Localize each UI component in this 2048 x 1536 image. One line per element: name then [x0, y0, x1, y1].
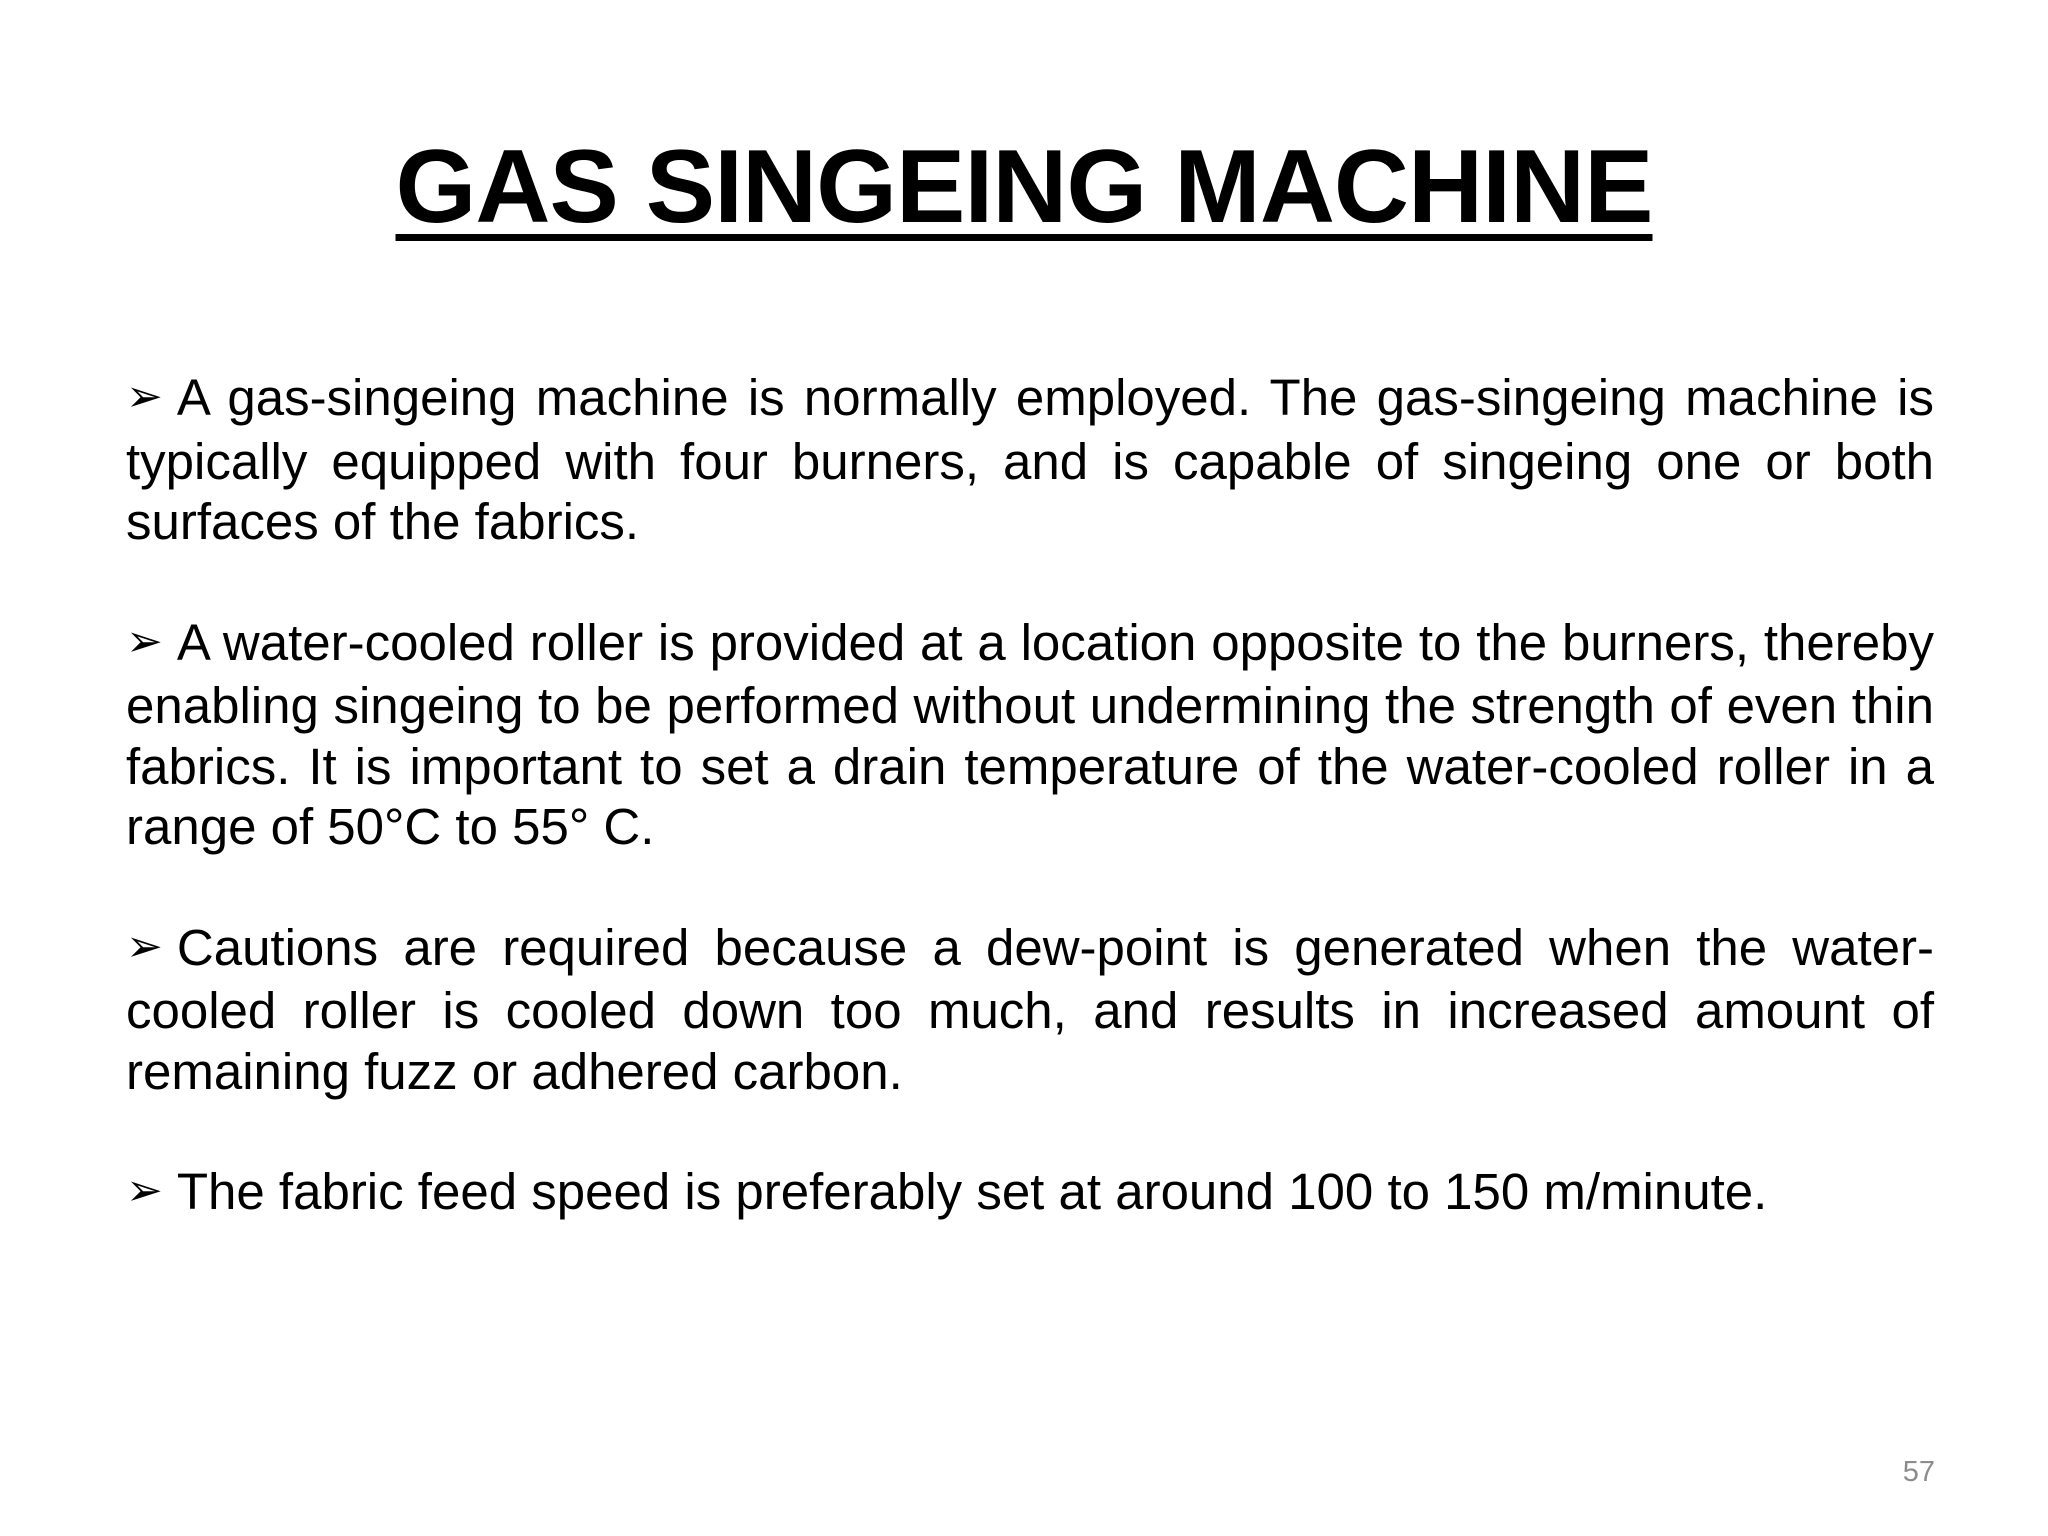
- bullet-list: [126, 368, 1934, 1286]
- arrow-bullet-icon: ➢: [126, 616, 163, 666]
- bullet-item: [126, 918, 1934, 1103]
- arrow-bullet-icon: ➢: [126, 1166, 163, 1215]
- bullet-item: [126, 368, 1934, 553]
- bullet-text: The fabric feed speed is preferably set at around 100 to 150 m/minute.: [176, 1163, 1768, 1220]
- arrow-bullet-icon: ➢: [126, 372, 163, 421]
- bullet-text: A gas-singeing machine is normally employed. The gas-singeing machine is typically equipped with four burners, and is capable of singeing one or both surfaces of the fabrics.: [126, 369, 1934, 550]
- arrow-bullet-icon: ➢: [126, 921, 163, 971]
- slide-title-text: GAS SINGEING MACHINE: [395, 129, 1653, 245]
- bullet-item: [126, 1162, 1934, 1226]
- slide-title: [0, 130, 2048, 244]
- page-number: 57: [1902, 1456, 1935, 1488]
- bullet-text: Cautions are required because a dew-point is generated when the water-cooled roller is cooled down too much, and results in increased amount of remaining fuzz or adhered carbon.: [126, 918, 1934, 1100]
- bullet-item: [126, 613, 1934, 858]
- bullet-text: A water-cooled roller is provided at a location opposite to the burners, thereby enabling singeing to be performed without undermining the strength of even thin fabrics. It is important to set a drain temperature of the water-cooled roller in a range of 50°C to 55° C.: [126, 613, 1934, 855]
